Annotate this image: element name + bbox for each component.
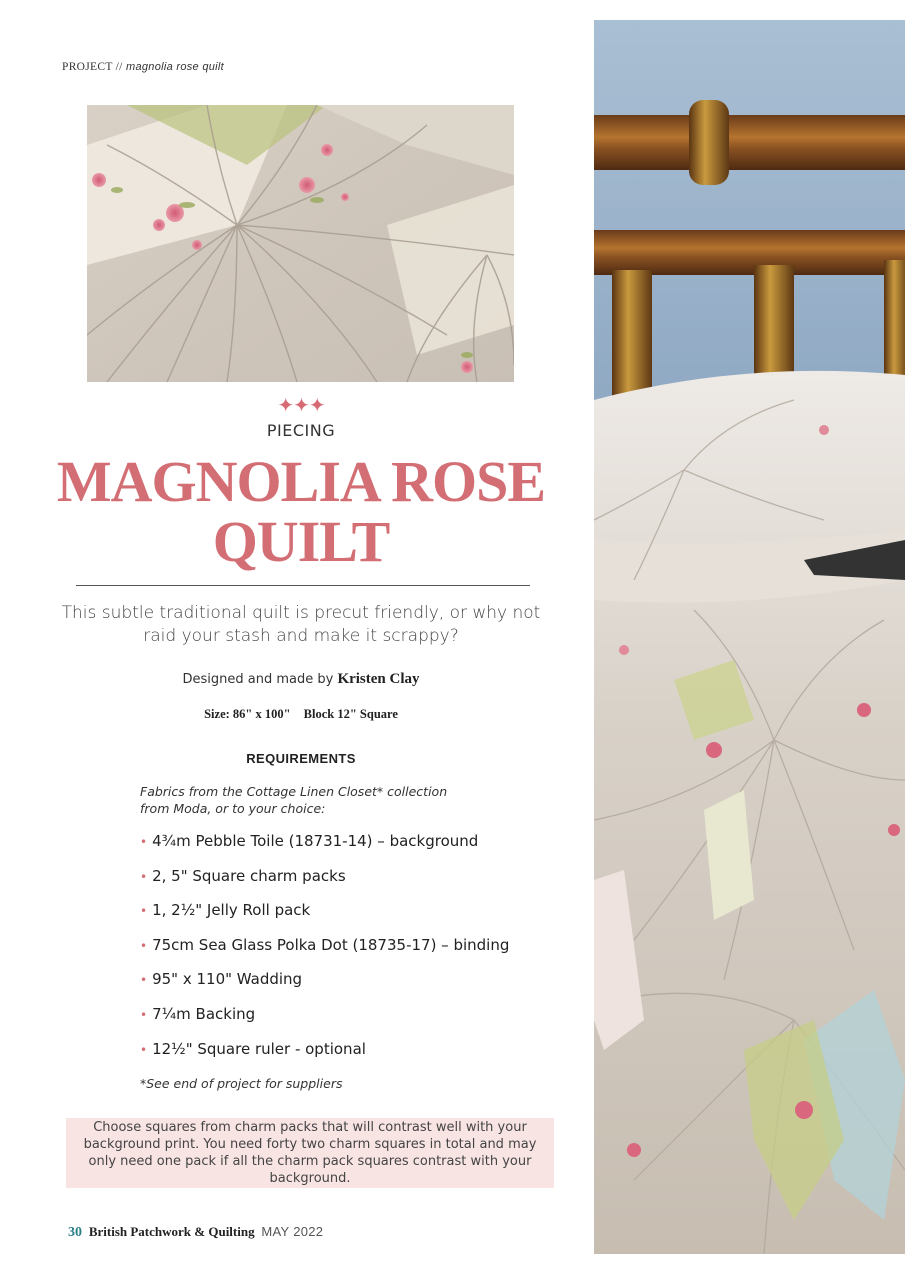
list-item-text: 1, 2½" Jelly Roll pack bbox=[152, 901, 311, 920]
quilt-on-bed-photo bbox=[594, 20, 905, 1254]
designer-name: Kristen Clay bbox=[337, 671, 420, 687]
intro-standfirst: This subtle traditional quilt is precut friendly, or why not raid your stash and make it scrappy? bbox=[61, 603, 541, 646]
running-head bbox=[62, 61, 224, 73]
list-item-text: 75cm Sea Glass Polka Dot (18735-17) – binding bbox=[152, 935, 510, 954]
section-label: PIECING bbox=[266, 421, 336, 440]
bullet-icon: • bbox=[140, 938, 148, 953]
tip-box bbox=[66, 1118, 554, 1188]
tip-text: Choose squares from charm packs that will contrast well with your background print. You need forty two charm squares in total and may only need one pack if all the charm pack squares contrast with your background. bbox=[83, 1120, 537, 1186]
list-item-text: 12½" Square ruler - optional bbox=[152, 1039, 366, 1058]
ornament-stars: ✦✦✦ bbox=[277, 393, 325, 417]
list-item bbox=[140, 936, 509, 971]
running-head-title: magnolia rose quilt bbox=[125, 61, 225, 73]
block-size: Block 12" Square bbox=[303, 707, 398, 721]
magazine-name: British Patchwork & Quilting bbox=[88, 1224, 255, 1239]
quilt-closeup-photo bbox=[87, 105, 514, 382]
designer-prefix: Designed and made by bbox=[182, 672, 334, 687]
list-item-text: 2, 5" Square charm packs bbox=[152, 866, 346, 885]
title-divider bbox=[76, 585, 530, 586]
bullet-icon: • bbox=[140, 835, 148, 849]
fabrics-note: Fabrics from the Cottage Linen Closet* collection from Moda, or to your choice: bbox=[140, 784, 448, 816]
bullet-icon: • bbox=[140, 1007, 148, 1022]
bullet-icon: • bbox=[140, 869, 148, 884]
page-number: 30 bbox=[68, 1225, 82, 1240]
list-item-text: 4¾m Pebble Toile (18731-14) – background bbox=[152, 832, 479, 850]
list-item bbox=[140, 1040, 509, 1075]
list-item bbox=[140, 867, 509, 902]
article-title bbox=[0, 449, 602, 574]
title-line-1: MAGNOLIA ROSE bbox=[56, 449, 546, 514]
list-item bbox=[140, 1005, 509, 1040]
list-item bbox=[140, 901, 509, 936]
bullet-icon: • bbox=[140, 1042, 148, 1057]
running-head-label: PROJECT // bbox=[62, 61, 123, 73]
size-dimensions: Size: 86" x 100" bbox=[204, 707, 291, 721]
title-line-2: QUILT bbox=[212, 509, 390, 574]
size-info bbox=[0, 707, 602, 722]
list-item bbox=[140, 970, 509, 1005]
designer-credit bbox=[0, 671, 602, 688]
page-footer bbox=[68, 1224, 323, 1241]
bullet-icon: • bbox=[140, 904, 148, 919]
supplier-note: *See end of project for suppliers bbox=[140, 1076, 343, 1091]
requirements-heading: REQUIREMENTS bbox=[246, 751, 356, 766]
list-item-text: 7¼m Backing bbox=[152, 1004, 256, 1023]
requirements-list bbox=[140, 832, 509, 1074]
bullet-icon: • bbox=[140, 973, 148, 988]
list-item bbox=[140, 832, 509, 867]
issue-date: MAY 2022 bbox=[261, 1224, 324, 1239]
list-item-text: 95" x 110" Wadding bbox=[152, 970, 303, 989]
